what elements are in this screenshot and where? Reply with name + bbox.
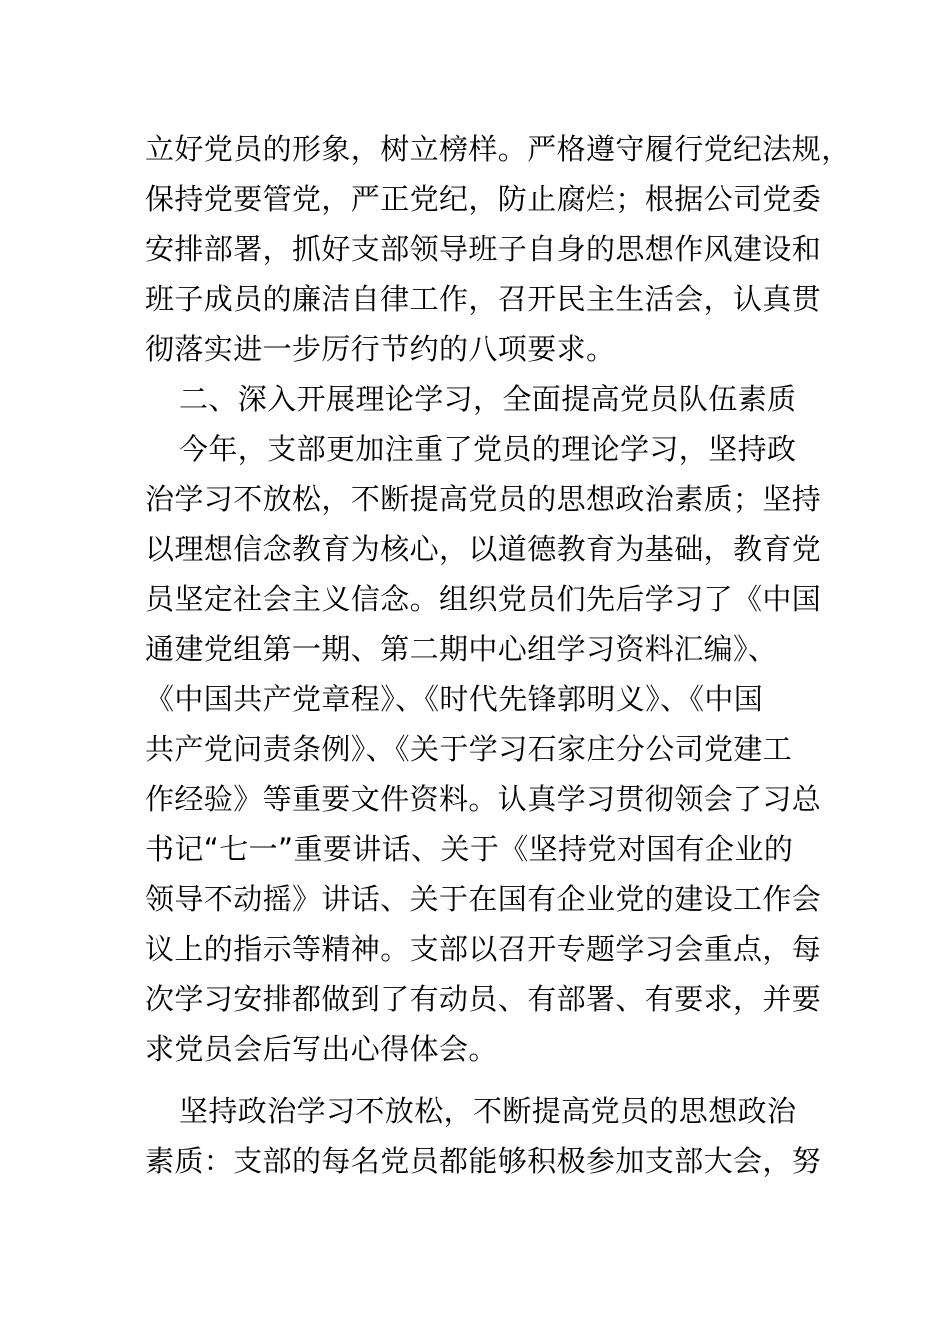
paragraph-line: 领导不动摇》讲话、关于在国有企业党的建设工作会 xyxy=(145,882,822,916)
paragraph-line: 坚持政治学习不放松，不断提高党员的思想政治 xyxy=(179,1094,797,1128)
paragraph-line: 班子成员的廉洁自律工作，召开民主生活会，认真贯 xyxy=(145,282,822,316)
paragraph-line: 通建党组第一期、第二期中心组学习资料汇编》、 xyxy=(145,632,778,666)
paragraph-line: 员坚定社会主义信念。组织党员们先后学习了《中国 xyxy=(145,582,822,616)
paragraph-spacer xyxy=(145,1074,815,1086)
paragraph-line: 书记“七一”重要讲话、关于《坚持党对国有企业的 xyxy=(145,832,794,866)
paragraph-line: 彻落实进一步厉行节约的八项要求。 xyxy=(145,332,616,366)
paragraph-3 xyxy=(145,1086,822,1186)
paragraph-line: 共产党问责条例》、《关于学习石家庄分公司党建工 xyxy=(145,732,793,766)
paragraph-line: 议上的指示等精神。支部以召开专题学习会重点，每 xyxy=(145,932,822,966)
paragraph-line: 安排部署，抓好支部领导班子自身的思想作风建设和 xyxy=(145,232,822,266)
paragraph-line: 治学习不放松，不断提高党员的思想政治素质；坚持 xyxy=(145,482,822,516)
paragraph-line: 立好党员的形象，树立榜样。严格遵守履行党纪法规， xyxy=(145,132,851,166)
paragraph-line: 以理想信念教育为核心，以道德教育为基础，教育党 xyxy=(145,532,822,566)
paragraph-line: 次学习安排都做到了有动员、有部署、有要求，并要 xyxy=(145,982,822,1016)
paragraph-line: 今年，支部更加注重了党员的理论学习，坚持政 xyxy=(179,432,797,466)
section-heading: 二、深入开展理论学习，全面提高党员队伍素质 xyxy=(179,382,797,416)
paragraph-line: 《中国共产党章程》、《时代先锋郭明义》、《中国 xyxy=(145,682,764,716)
paragraph-2 xyxy=(145,424,822,1074)
paragraph-line: 求党员会后写出心得体会。 xyxy=(145,1032,498,1066)
paragraph-line: 保持党要管党，严正党纪，防止腐烂；根据公司党委 xyxy=(145,182,822,216)
document-body xyxy=(145,124,851,1186)
paragraph-1 xyxy=(145,124,851,374)
paragraph-line: 素质：支部的每名党员都能够积极参加支部大会，努 xyxy=(145,1144,822,1178)
paragraph-line: 作经验》等重要文件资料。认真学习贯彻领会了习总 xyxy=(145,782,822,816)
